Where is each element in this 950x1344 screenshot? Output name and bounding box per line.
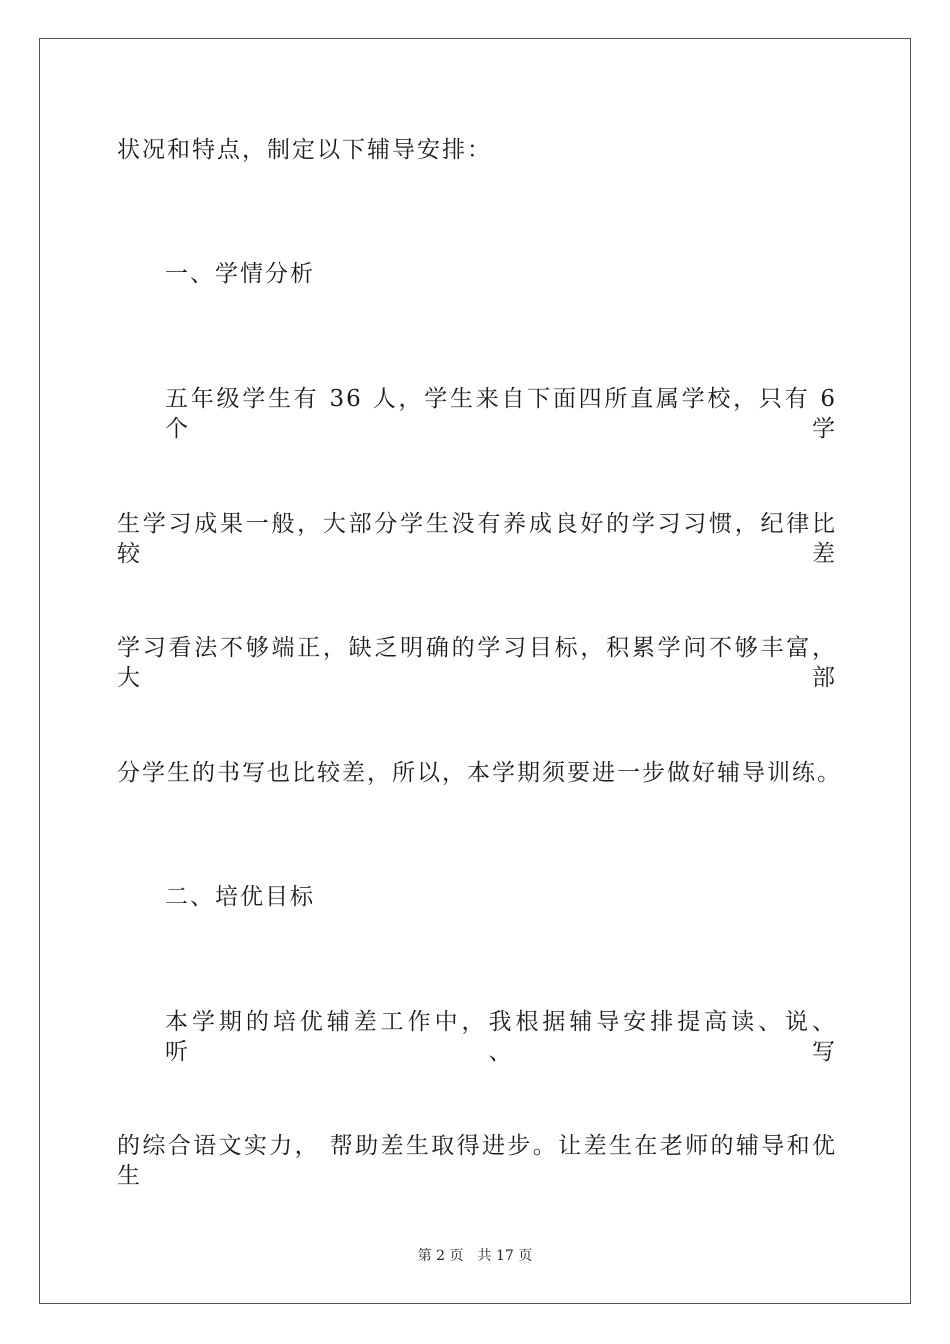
paragraph-line-5: 分学生的书写也比较差，所以，本学期须要进一步做好辅导训练。	[117, 760, 842, 786]
paragraph-line-6: 本学期的培优辅差工作中，我根据辅导安排提高读、说、听、写	[165, 1009, 837, 1065]
page-number: 第 2 页	[417, 1248, 464, 1264]
paragraph-line-1: 状况和特点，制定以下辅导安排：	[117, 137, 492, 163]
page-total: 共 17 页	[477, 1248, 533, 1264]
section-heading-2: 二、培优目标	[165, 884, 315, 910]
paragraph-line-3: 生学习成果一般，大部分学生没有养成良好的学习习惯，纪律比较差	[117, 511, 837, 567]
paragraph-line-4: 学习看法不够端正，缺乏明确的学习目标，积累学问不够丰富，大部	[117, 635, 837, 691]
paragraph-line-7: 的综合语文实力， 帮助差生取得进步。让差生在老师的辅导和优生	[117, 1133, 837, 1189]
section-heading-1: 一、学情分析	[165, 261, 315, 287]
paragraph-line-2: 五年级学生有 36 人，学生来自下面四所直属学校，只有 6 个学	[165, 386, 837, 442]
page-footer	[0, 1246, 950, 1266]
